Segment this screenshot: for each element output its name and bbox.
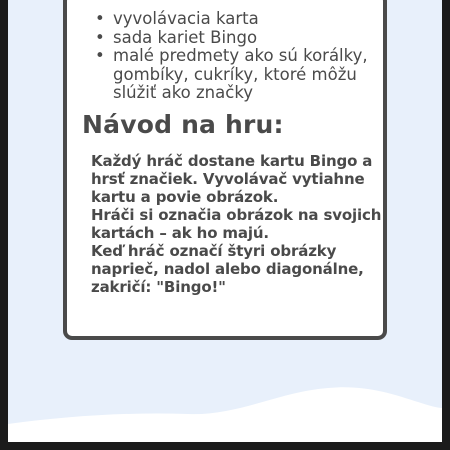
instructions-paragraph: Každý hráč dostane kartu Bingo a hrsť značiek. Vyvolávač vytiahne kartu a povie obrázok. (91, 152, 373, 206)
list-item: • malé predmety ako sú korálky, gombíky, cukríky, ktoré môžu slúžiť ako značky (91, 47, 381, 103)
instructions-paragraph: Hráči si označia obrázok na svojich kartách – ak ho majú. (91, 206, 382, 242)
list-item: • sada kariet Bingo (91, 29, 381, 48)
instructions-heading: Návod na hru: (82, 110, 284, 139)
materials-list (91, 10, 381, 103)
instructions-text (91, 152, 386, 296)
list-item: • vyvolávacia karta (91, 10, 381, 29)
snow-hills (8, 372, 442, 442)
instructions-card (63, 0, 387, 340)
instructions-paragraph: Keď hráč označí štyri obrázky naprieč, nadol alebo diagonálne, zakričí: "Bingo!" (91, 242, 364, 296)
materials-heading (126, 0, 255, 1)
